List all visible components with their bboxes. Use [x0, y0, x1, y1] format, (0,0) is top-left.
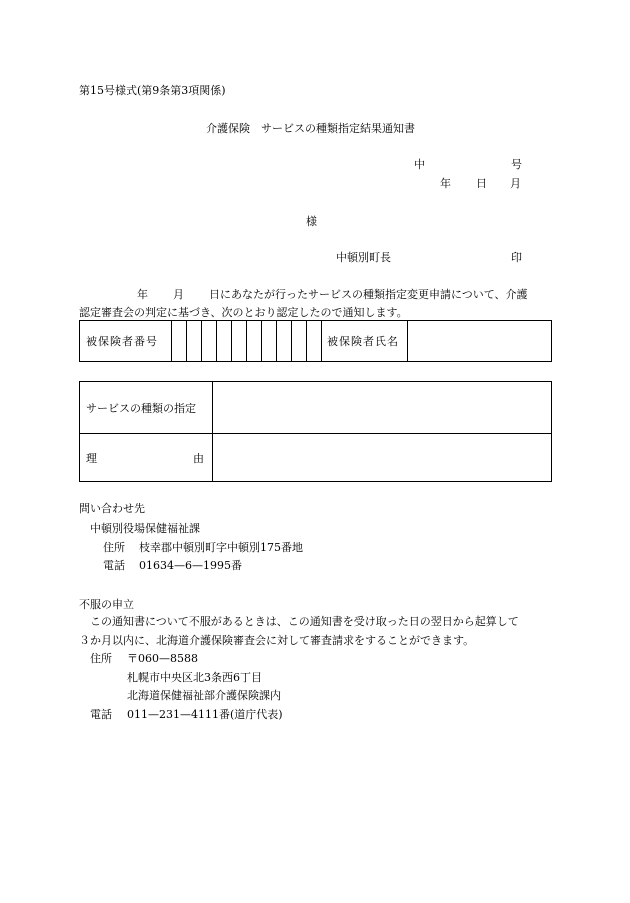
- appeal-line-2: ３か月以内に、北海道介護保険審査会に対して審査請求をすることができます。: [79, 634, 475, 647]
- insured-number-digit-4[interactable]: [217, 321, 232, 362]
- insured-number-label: 被保険者番号: [80, 321, 172, 362]
- contact-org: 中頓別役場保健福祉課: [90, 522, 200, 535]
- contact-tel-label: 電話: [103, 559, 125, 572]
- reason-label-left: 理: [86, 451, 97, 465]
- insured-number-digit-1[interactable]: [172, 321, 187, 362]
- insured-number-digit-6[interactable]: [247, 321, 262, 362]
- appeal-address-2: 北海道保健福祉部介護保険課内: [127, 689, 281, 702]
- insured-name-label: 被保険者氏名: [322, 321, 408, 362]
- document-title: 介護保険 サービスの種類指定結果通知書: [206, 122, 415, 135]
- insured-info-table: [79, 320, 552, 362]
- body-line-1-text: 日にあなたが行ったサービスの種類指定変更申請について、介護: [209, 288, 528, 301]
- body-year: 年: [137, 288, 148, 301]
- date-year: 年: [440, 177, 451, 190]
- contact-heading: 問い合わせ先: [79, 502, 145, 515]
- insured-number-digit-9[interactable]: [292, 321, 307, 362]
- appeal-tel-label: 電話: [90, 708, 112, 721]
- appeal-line-1: この通知書について不服があるときは、この通知書を受け取った日の翌日から起算して: [90, 615, 519, 628]
- appeal-address-label: 住所: [90, 652, 112, 665]
- insured-number-digit-2[interactable]: [187, 321, 202, 362]
- appeal-address-1: 札幌市中央区北3条西6丁目: [127, 671, 262, 684]
- insured-name-field[interactable]: [408, 321, 552, 362]
- number-suffix: 号: [511, 158, 522, 171]
- reason-label: [80, 434, 213, 482]
- appeal-heading: 不服の申立: [79, 598, 134, 611]
- date-month: 月: [510, 177, 521, 190]
- appeal-zip: 〒060—8588: [127, 652, 198, 665]
- insured-number-digit-5[interactable]: [232, 321, 247, 362]
- insured-number-digit-8[interactable]: [277, 321, 292, 362]
- service-type-label: サービスの種類の指定: [80, 382, 213, 434]
- reason-field[interactable]: [213, 434, 552, 482]
- contact-address: 枝幸郡中頓別町字中頓別175番地: [139, 541, 303, 554]
- insured-number-digit-7[interactable]: [262, 321, 277, 362]
- contact-tel: 01634—6—1995番: [139, 559, 242, 572]
- body-month: 月: [173, 288, 184, 301]
- contact-address-label: 住所: [103, 541, 125, 554]
- service-designation-table: [79, 381, 552, 482]
- reason-label-right: 由: [193, 451, 204, 465]
- issuer-name: 中頓別町長: [336, 251, 391, 264]
- body-line-2: 認定審査会の判定に基づき、次のとおり認定したので通知します。: [79, 306, 408, 319]
- seal-mark: 印: [511, 251, 522, 264]
- appeal-tel: 011—231—4111番(道庁代表): [127, 708, 283, 721]
- number-prefix: 中: [414, 158, 425, 171]
- form-number: 第15号様式(第9条第3項関係): [79, 84, 226, 97]
- insured-number-digit-10[interactable]: [307, 321, 322, 362]
- date-day: 日: [476, 177, 487, 190]
- insured-number-digit-3[interactable]: [202, 321, 217, 362]
- service-type-field[interactable]: [213, 382, 552, 434]
- recipient-suffix: 様: [306, 215, 317, 228]
